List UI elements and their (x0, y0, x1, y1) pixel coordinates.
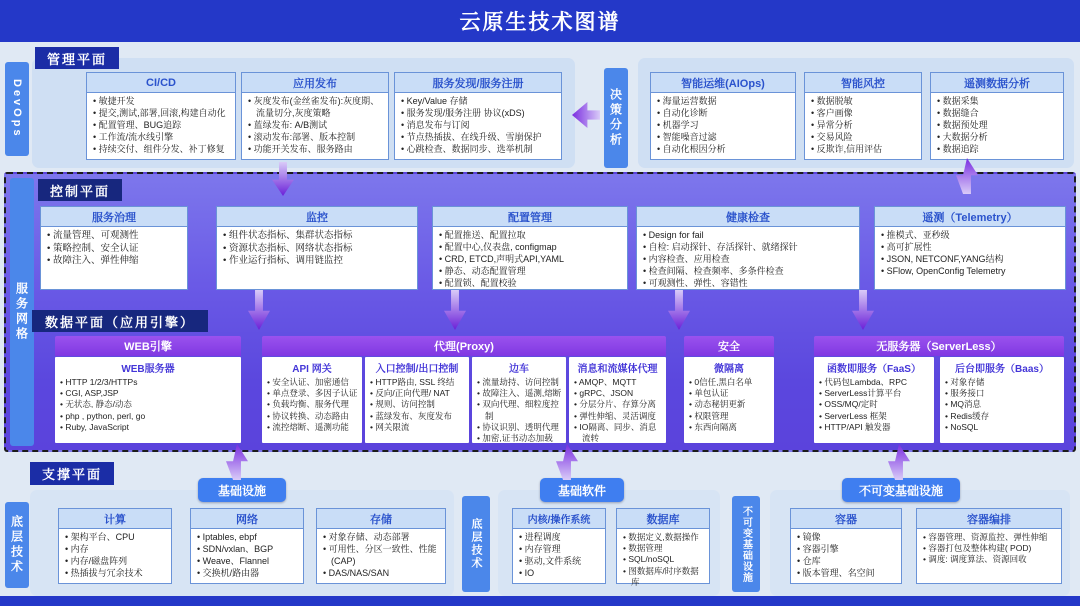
bullet-item: • 容器引擎 (797, 544, 897, 556)
box-title: 微隔离 (714, 364, 744, 375)
bullet-item: • 持续交付、组件分发、补丁修复 (93, 144, 231, 156)
box-ingress-egress (365, 357, 469, 443)
box-telemetry-analysis (930, 72, 1064, 160)
bullet-item: • MQ消息 (945, 399, 1061, 410)
bullet-item: • 敏捷开发 (93, 96, 231, 108)
page-title: 云原生技术图谱 (0, 0, 1080, 42)
bullet-item: • 架构平台、CPU (65, 532, 167, 544)
box-network (190, 508, 304, 584)
box-config-management (432, 206, 628, 290)
bullet-item: • 故障注入、弹性伸缩 (47, 255, 183, 268)
box-baas (940, 357, 1064, 443)
bullet-item: • 对象存储、动态部署 (323, 532, 441, 544)
bullet-item: • 权限管理 (689, 411, 771, 422)
bullet-item: • 配置推送、配置拉取 (439, 230, 623, 242)
bullet-list (655, 96, 791, 155)
bullet-list (935, 96, 1059, 155)
badge-immutable-infrastructure: 不可变基础设施 (842, 478, 960, 502)
bullet-item: • 策略控制、安全认证 (47, 243, 183, 256)
bullet-item: • JSON, NETCONF,YANG结构 (881, 254, 1061, 266)
bullet-item: • 代码包Lambda、RPC (819, 377, 931, 388)
bullet-list (437, 230, 623, 289)
box-api-gateway (262, 357, 362, 443)
box-telemetry (874, 206, 1066, 290)
bullet-item: • gRPC、JSON (574, 388, 663, 399)
bullet-item: • 规则、访问控制 (370, 399, 466, 410)
bullet-item: • 协议转换、动态路由 (267, 411, 359, 422)
bullet-list (195, 532, 299, 580)
badge-infrastructure: 基础设施 (198, 478, 286, 502)
bullet-item: • 调度: 调度算法、资源回收 (923, 554, 1057, 565)
box-title: 边车 (509, 364, 529, 375)
bullet-list (58, 377, 238, 433)
bullet-list (321, 532, 441, 580)
bullet-item: • 数据定义,数据操作 (623, 532, 705, 543)
sidebar-immutable-infrastructure: 不可变基础设施 (732, 496, 760, 592)
box-title: 入口控制/出口控制 (375, 364, 459, 375)
sidebar-low-level-tech-software: 底层技术 (462, 496, 490, 592)
bullet-item: • 驱动,文件系统 (519, 556, 601, 568)
bullet-item: • 节点热插拔、在线升级、雪崩保护 (401, 132, 557, 144)
bullet-item: • 作业运行指标、调用链监控 (223, 255, 413, 268)
group-header-security: 安全 (684, 336, 774, 356)
bullet-item: • 双向代理、细粒度控制 (477, 399, 563, 421)
bullet-item: • 交易风险 (811, 132, 917, 144)
bullet-item: • HTTP路由, SSL 终结 (370, 377, 466, 388)
bullet-item: • 反欺诈,信用评估 (811, 144, 917, 156)
bullet-list (621, 532, 705, 588)
box-kernel-os (512, 508, 606, 584)
bullet-list (63, 532, 167, 580)
box-title: 健康检查 (637, 207, 859, 227)
box-title: 容器编排 (917, 509, 1061, 529)
sidebar-decision-analysis: 决策分析 (604, 68, 628, 168)
bullet-list (817, 377, 931, 433)
bullet-item: • 海量运营数据 (657, 96, 791, 108)
bullet-item: • 机器学习 (657, 120, 791, 132)
bullet-item: • CRD, ETCD,声明式API,YAML (439, 254, 623, 266)
bullet-item: • 配置中心,仪表盘, configmap (439, 242, 623, 254)
bullet-item: • 数据采集 (937, 96, 1059, 108)
bullet-item: • 智能噪音过滤 (657, 132, 791, 144)
bullet-item: • 组件状态指标、集群状态指标 (223, 230, 413, 243)
bullet-item: • 故障注入、遥测,熔断 (477, 388, 563, 399)
bullet-item: • Weave、Flannel (197, 556, 299, 568)
bullet-item: • 可观测性、弹性、容错性 (643, 278, 855, 290)
box-title: 智能运维(AIOps) (651, 73, 795, 93)
box-compute (58, 508, 172, 584)
box-title: 网络 (191, 509, 303, 529)
bullet-item: • 动态秘钥更新 (689, 399, 771, 410)
bullet-item: • 数据预处理 (937, 120, 1059, 132)
box-title: 应用发布 (242, 73, 388, 93)
bullet-item: • 流控熔断、遥测功能 (267, 422, 359, 433)
bullet-item: • 流量管理、可观测性 (47, 230, 183, 243)
bullet-item: • 内存管理 (519, 544, 601, 556)
bullet-item: • 工作流/流水线引擎 (93, 132, 231, 144)
box-container-orchestration (916, 508, 1062, 584)
bullet-item: • 数据追踪 (937, 144, 1059, 156)
box-title: 计算 (59, 509, 171, 529)
bullet-item: • Ruby, JavaScript (60, 422, 238, 433)
label-control-plane: 控制平面 (38, 179, 122, 201)
box-service-discovery (394, 72, 562, 160)
box-title: 遥测数据分析 (931, 73, 1063, 93)
box-title: WEB服务器 (121, 364, 175, 375)
bottom-frame-strip (0, 596, 1080, 606)
bullet-item: • 容器管理、资源监控、弹性伸缩 (923, 532, 1057, 543)
bullet-item: • OSS/MQ/定时 (819, 399, 931, 410)
bullet-item: • 交换机/路由器 (197, 568, 299, 580)
bullet-item: • 单包认证 (689, 388, 771, 399)
bullet-item: • 图数据库/时序数据库 (623, 566, 705, 588)
bullet-item: • AMQP、MQTT (574, 377, 663, 388)
box-risk-control (804, 72, 922, 160)
bullet-item: • 提交,测试,部署,回滚,构建自动化 (93, 108, 231, 120)
bullet-item: • Redis缓存 (945, 411, 1061, 422)
box-title: 配置管理 (433, 207, 627, 227)
bullet-item: • 配置管理、BUG追踪 (93, 120, 231, 132)
box-monitoring (216, 206, 418, 290)
group-header-serverless: 无服务器（ServerLess） (814, 336, 1064, 356)
box-title: 服务治理 (41, 207, 187, 227)
bullet-item: • 弹性伸缩、灵活调度 (574, 411, 663, 422)
bullet-list (221, 230, 413, 268)
bullet-item: • 对象存储 (945, 377, 1061, 388)
box-cicd (86, 72, 236, 160)
bullet-item: • 内存 (65, 544, 167, 556)
arrow-left-decision-to-management (572, 102, 600, 128)
bullet-list (45, 230, 183, 268)
bullet-list (399, 96, 557, 155)
box-web-server (55, 357, 241, 443)
sidebar-service-mesh: 服务网格 (10, 178, 34, 446)
bullet-item: • 功能开关发布、服务路由 (248, 144, 384, 156)
box-container (790, 508, 902, 584)
label-support-plane: 支撑平面 (30, 462, 114, 485)
bullet-item: • Iptables, ebpf (197, 532, 299, 544)
bullet-item: • 东西向隔离 (689, 422, 771, 433)
bullet-item: • 推模式、亚秒级 (881, 230, 1061, 242)
bullet-item: • 检查间隔、检查频率、多条件检查 (643, 266, 855, 278)
bullet-list (246, 96, 384, 155)
box-title: 消息和流媒体代理 (577, 364, 658, 375)
bullet-item: • 容器打包及整体构建( POD) (923, 543, 1057, 554)
bullet-item: • 进程调度 (519, 532, 601, 544)
box-aiops (650, 72, 796, 160)
bullet-item: • 自动化诊断 (657, 108, 791, 120)
bullet-list (91, 96, 231, 155)
bullet-item: • 镜像 (797, 532, 897, 544)
box-micro-segmentation (684, 357, 774, 443)
bullet-item: • 消息发布与订阅 (401, 120, 557, 132)
box-title: 智能风控 (805, 73, 921, 93)
bullet-item: • 内存/磁盘阵列 (65, 556, 167, 568)
box-title: 内核/操作系统 (513, 509, 605, 529)
box-app-release (241, 72, 389, 160)
bullet-item: • 大数据分析 (937, 132, 1059, 144)
box-health-check (636, 206, 860, 290)
bullet-item: • 分层分片、存算分离 (574, 399, 663, 410)
bullet-item: • 心跳检查、数据同步、选举机制 (401, 144, 557, 156)
bullet-list (265, 377, 359, 433)
bullet-item: • 资源状态指标、网络状态指标 (223, 243, 413, 256)
bullet-list (517, 532, 601, 580)
bullet-item: • 单点登录、多因子认证 (267, 388, 359, 399)
bullet-item: • 反向/正向代理/ NAT (370, 388, 466, 399)
bullet-item: • 数据缝合 (937, 108, 1059, 120)
bullet-item: • SDN/vxlan、BGP (197, 544, 299, 556)
box-database (616, 508, 710, 587)
box-storage (316, 508, 446, 584)
bullet-item: • 热插拔与冗余技术 (65, 568, 167, 580)
bullet-item: • ServerLess计算平台 (819, 388, 931, 399)
bullet-item: • 内容检查、应用检查 (643, 254, 855, 266)
bullet-item: • 蓝绿发布、灰度发布 (370, 411, 466, 422)
bullet-item: • DAS/NAS/SAN (323, 568, 441, 580)
bullet-list (943, 377, 1061, 433)
bullet-item: • ServerLess 框架 (819, 411, 931, 422)
bullet-item: • 静态、动态配置管理 (439, 266, 623, 278)
bullet-item: • NoSQL (945, 422, 1061, 433)
box-title: CI/CD (87, 73, 235, 93)
bullet-item: • 负载均衡、服务代理 (267, 399, 359, 410)
bullet-item: • 安全认证、加密通信 (267, 377, 359, 388)
bullet-item: • 异常分析 (811, 120, 917, 132)
bullet-item: • 服务接口 (945, 388, 1061, 399)
box-faas (814, 357, 934, 443)
bullet-item: • 协议识别、透明代理 (477, 422, 563, 433)
box-title: 容器 (791, 509, 901, 529)
bullet-item: • 版本管理、名空间 (797, 568, 897, 580)
box-title: 后台即服务（Baas） (955, 364, 1049, 375)
bullet-item: • 服务发现/服务注册 协议(xDS) (401, 108, 557, 120)
bullet-item: • HTTP/API 触发器 (819, 422, 931, 433)
label-data-plane: 数据平面（应用引擎） (32, 310, 208, 332)
box-service-governance (40, 206, 188, 290)
bullet-list (879, 230, 1061, 278)
sidebar-low-level-tech: 底层技术 (5, 502, 29, 588)
bullet-list (641, 230, 855, 289)
bullet-item: • 自动化根因分析 (657, 144, 791, 156)
bullet-list (809, 96, 917, 155)
box-title: 函数即服务（FaaS） (827, 364, 921, 375)
bullet-item: • 数据管理 (623, 543, 705, 554)
bullet-item: • 网关限流 (370, 422, 466, 433)
bullet-item: • SFlow, OpenConfig Telemetry (881, 266, 1061, 278)
bullet-item: • 高可扩展性 (881, 242, 1061, 254)
bullet-item: • 流量劫持、访问控制 (477, 377, 563, 388)
bullet-list (687, 377, 771, 433)
bullet-item: • 加密,证书动态加载 (477, 433, 563, 444)
bullet-item: • 可用性、分区一致性、性能(CAP) (323, 544, 441, 568)
bullet-item: • 灰度发布(金丝雀发布):灰度期、流量切分,灰度策略 (248, 96, 384, 120)
bullet-item: • IO隔离、同步、消息流转 (574, 422, 663, 444)
bullet-item: • 自检: 启动探针、存活探针、就绪探针 (643, 242, 855, 254)
sidebar-devops: DevOps (5, 62, 29, 156)
bullet-item: • 配置锁、配置校验 (439, 278, 623, 290)
bullet-item: • IO (519, 568, 601, 580)
badge-base-software: 基础软件 (540, 478, 624, 502)
box-title: 遥测（Telemetry） (875, 207, 1065, 227)
bullet-item: • 滚动发布:部署、版本控制 (248, 132, 384, 144)
bullet-item: • 仓库 (797, 556, 897, 568)
bullet-item: • HTTP 1/2/3/HTTPs (60, 377, 238, 388)
bullet-item: • php , python, perl, go (60, 411, 238, 422)
box-title: 数据库 (617, 509, 709, 529)
bullet-list (475, 377, 563, 444)
bullet-item: • 0信任,黑白名单 (689, 377, 771, 388)
label-management-plane: 管理平面 (35, 47, 119, 69)
bullet-item: • 蓝绿发布: A/B测试 (248, 120, 384, 132)
box-title: 监控 (217, 207, 417, 227)
box-title: 服务发现/服务注册 (395, 73, 561, 93)
bullet-item: • 客户画像 (811, 108, 917, 120)
box-title: 存储 (317, 509, 445, 529)
bullet-item: • 数据脱敏 (811, 96, 917, 108)
box-message-broker (569, 357, 666, 443)
group-header-proxy: 代理(Proxy) (262, 336, 666, 356)
box-sidecar (472, 357, 566, 443)
bullet-item: • Key/Value 存储 (401, 96, 557, 108)
bullet-list (921, 532, 1057, 566)
bullet-list (368, 377, 466, 433)
bullet-list (572, 377, 663, 444)
group-header-web-engine: WEB引擎 (55, 336, 241, 356)
bullet-item: • CGI, ASP,JSP (60, 388, 238, 399)
box-title: API 网关 (292, 364, 332, 375)
bullet-item: • SQL/noSQL (623, 554, 705, 565)
bullet-item: • 无状态, 静态/动态 (60, 399, 238, 410)
bullet-item: • Design for fail (643, 230, 855, 242)
bullet-list (795, 532, 897, 580)
